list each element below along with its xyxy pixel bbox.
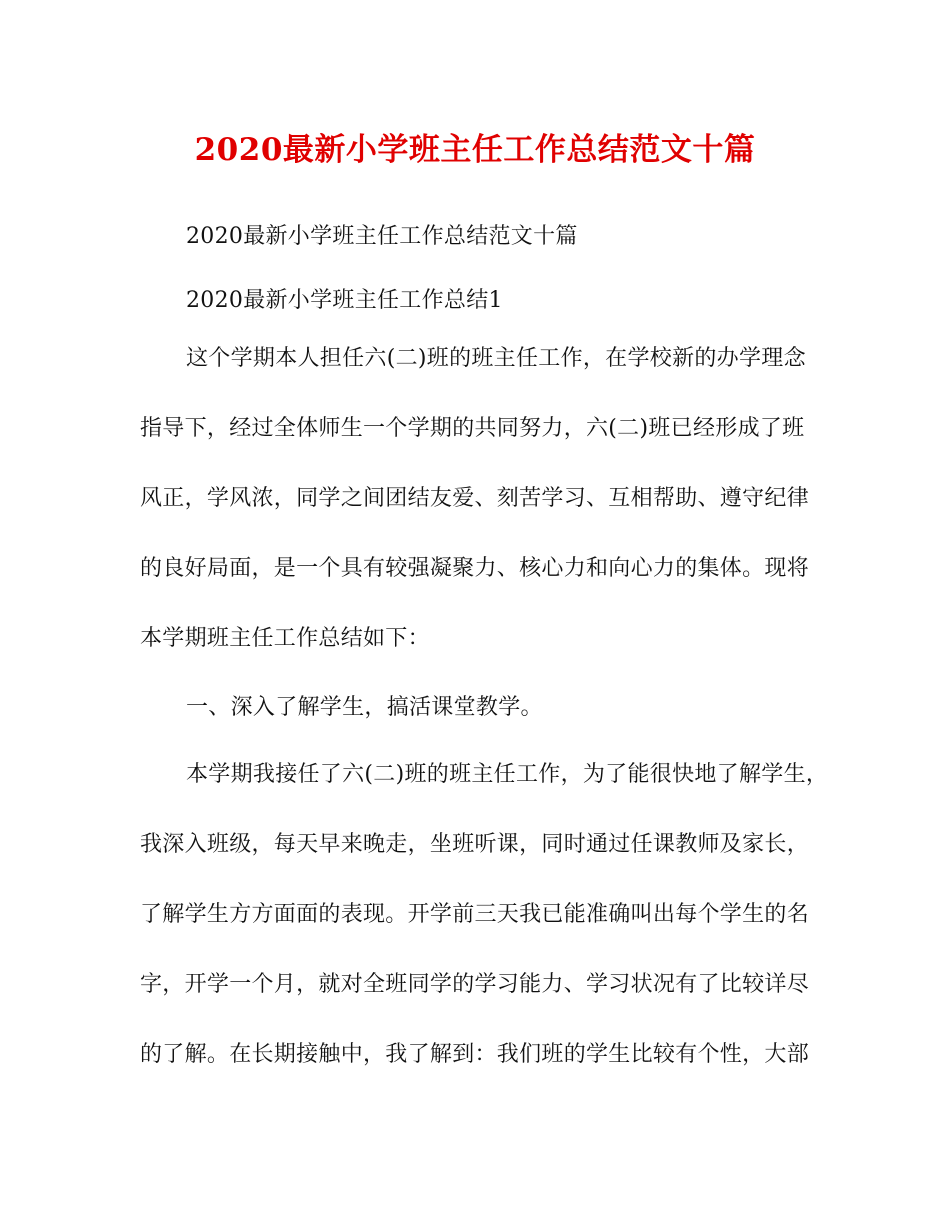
paragraph-line: 本学期班主任工作总结如下： (140, 626, 430, 651)
document-title: 2020最新小学班主任工作总结范文十篇 (194, 132, 756, 168)
section-heading: 2020最新小学班主任工作总结1 (186, 288, 503, 313)
paragraph-line: 风正，学风浓，同学之间团结友爱、刻苦学习、互相帮助、遵守纪律 (140, 486, 810, 511)
paragraph-line: 这个学期本人担任六(二)班的班主任工作，在学校新的办学理念 (186, 346, 806, 371)
paragraph-line: 指导下，经过全体师生一个学期的共同努力，六(二)班已经形成了班 (140, 416, 805, 441)
paragraph-line: 我深入班级，每天早来晚走，坐班听课，同时通过任课教师及家长， (140, 832, 810, 857)
subtitle-line: 2020最新小学班主任工作总结范文十篇 (186, 224, 578, 249)
subheading-line: 一、深入了解学生，搞活课堂教学。 (186, 695, 543, 720)
paragraph-line: 字，开学一个月，就对全班同学的学习能力、学习状况有了比较详尽 (140, 972, 810, 997)
paragraph-line: 的良好局面，是一个具有较强凝聚力、核心力和向心力的集体。现将 (140, 556, 810, 581)
paragraph-line: 本学期我接任了六(二)班的班主任工作，为了能很快地了解学生， (186, 762, 829, 787)
paragraph-line: 的了解。在长期接触中，我了解到：我们班的学生比较有个性，大部 (140, 1042, 810, 1067)
paragraph-line: 了解学生方方面面的表现。开学前三天我已能准确叫出每个学生的名 (140, 902, 810, 927)
